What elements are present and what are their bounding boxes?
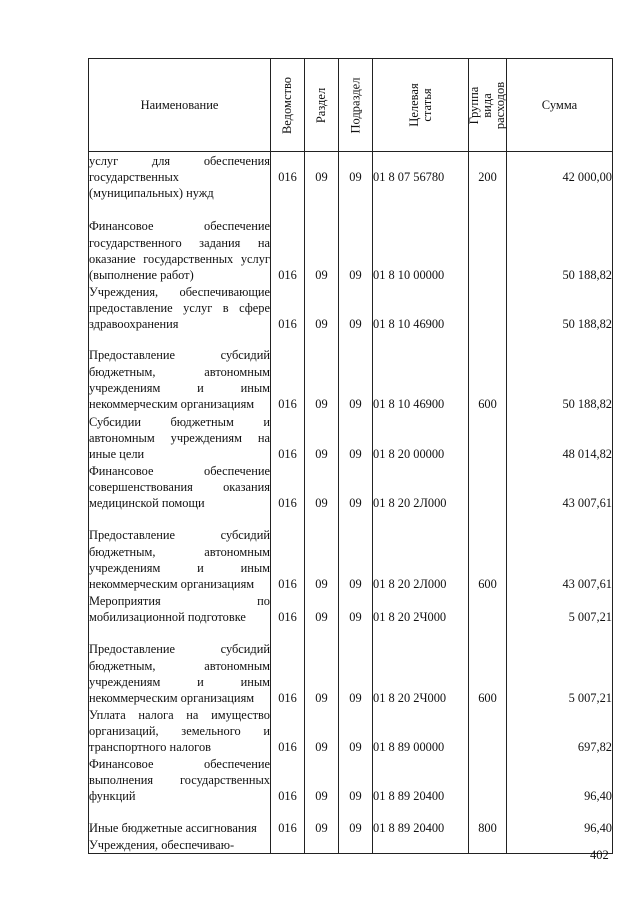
table-row bbox=[89, 626, 613, 707]
row-name: Предоставление субсидий бюджетным, автономным учреждениям и иным некоммерческим организациям bbox=[89, 512, 271, 593]
row-target: 01 8 20 2Л000 bbox=[373, 463, 469, 512]
table-body bbox=[89, 152, 613, 854]
row-section: 09 bbox=[305, 202, 339, 284]
row-subsection: 09 bbox=[339, 756, 373, 805]
row-target bbox=[373, 837, 469, 854]
row-section: 09 bbox=[305, 333, 339, 413]
row-name: услуг для обеспечения государственных (муниципальных) нужд bbox=[89, 152, 271, 202]
header-section: Раздел bbox=[305, 59, 339, 152]
row-target: 01 8 20 2Л000 bbox=[373, 512, 469, 593]
header-target: Целевая статья bbox=[373, 59, 469, 152]
row-target: 01 8 89 20400 bbox=[373, 805, 469, 837]
row-group bbox=[469, 593, 507, 626]
row-section: 09 bbox=[305, 413, 339, 463]
row-name: Уплата налога на имущество организаций, земельного и транспортного налогов bbox=[89, 707, 270, 755]
table-row bbox=[89, 805, 613, 837]
row-name: Предоставление субсидий бюджетным, автономным учреждениям и иным некоммерческим организациям bbox=[89, 626, 271, 707]
row-subsection: 09 bbox=[339, 805, 373, 837]
table-row bbox=[89, 707, 613, 756]
table-row bbox=[89, 152, 613, 202]
table-row bbox=[89, 756, 613, 805]
row-subsection: 09 bbox=[339, 413, 373, 463]
row-group: 200 bbox=[469, 152, 507, 202]
row-sum: 43 007,61 bbox=[507, 512, 613, 593]
page-number: 402 bbox=[590, 848, 609, 862]
row-name: Финансовое обеспечение выполнения государственных функций bbox=[89, 756, 270, 804]
row-section bbox=[305, 837, 339, 854]
row-dept: 016 bbox=[271, 805, 305, 837]
row-sum: 5 007,21 bbox=[507, 626, 613, 707]
table-row bbox=[89, 202, 613, 284]
row-dept: 016 bbox=[271, 593, 305, 626]
row-section: 09 bbox=[305, 756, 339, 805]
row-group bbox=[469, 707, 507, 756]
row-section: 09 bbox=[305, 626, 339, 707]
row-target: 01 8 20 2Ч000 bbox=[373, 626, 469, 707]
row-target: 01 8 89 20400 bbox=[373, 756, 469, 805]
row-dept: 016 bbox=[271, 463, 305, 512]
table-row bbox=[89, 837, 613, 854]
row-dept: 016 bbox=[271, 284, 305, 333]
row-section: 09 bbox=[305, 593, 339, 626]
row-sum: 48 014,82 bbox=[507, 413, 613, 463]
row-name: Учреждения, обеспечиваю- bbox=[89, 837, 271, 854]
row-group: 600 bbox=[469, 333, 507, 413]
header-sum: Сумма bbox=[507, 59, 613, 152]
row-dept bbox=[271, 837, 305, 854]
row-section: 09 bbox=[305, 284, 339, 333]
row-subsection: 09 bbox=[339, 707, 373, 756]
row-dept: 016 bbox=[271, 512, 305, 593]
row-group bbox=[469, 284, 507, 333]
row-target: 01 8 10 46900 bbox=[373, 284, 469, 333]
row-name: Мероприятия по мобилизационной подготовке bbox=[89, 593, 270, 625]
row-sum: 50 188,82 bbox=[507, 333, 613, 413]
row-dept: 016 bbox=[271, 756, 305, 805]
row-section: 09 bbox=[305, 512, 339, 593]
row-target: 01 8 07 56780 bbox=[373, 152, 469, 202]
row-subsection: 09 bbox=[339, 333, 373, 413]
row-group bbox=[469, 202, 507, 284]
row-section: 09 bbox=[305, 707, 339, 756]
header-group: Группа вида расходов bbox=[469, 59, 507, 152]
row-dept: 016 bbox=[271, 152, 305, 202]
row-sum: 43 007,61 bbox=[507, 463, 613, 512]
row-group bbox=[469, 463, 507, 512]
row-subsection: 09 bbox=[339, 512, 373, 593]
row-subsection bbox=[339, 837, 373, 854]
table-row bbox=[89, 593, 613, 626]
row-section: 09 bbox=[305, 463, 339, 512]
table-row bbox=[89, 413, 613, 463]
row-name: Предоставление субсидий бюджетным, автономным учреждениям и иным некоммерческим организациям bbox=[89, 333, 271, 413]
row-subsection: 09 bbox=[339, 284, 373, 333]
row-target: 01 8 10 00000 bbox=[373, 202, 469, 284]
row-subsection: 09 bbox=[339, 593, 373, 626]
row-subsection: 09 bbox=[339, 152, 373, 202]
row-group bbox=[469, 837, 507, 854]
row-sum: 96,40 bbox=[507, 756, 613, 805]
header-dept: Ведомство bbox=[271, 59, 305, 152]
row-sum: 50 188,82 bbox=[507, 284, 613, 333]
row-target: 01 8 20 2Ч000 bbox=[373, 593, 469, 626]
row-dept: 016 bbox=[271, 707, 305, 756]
row-dept: 016 bbox=[271, 333, 305, 413]
row-name: Субсидии бюджетным и автономным учреждениям на иные цели bbox=[89, 413, 271, 463]
row-sum: 42 000,00 bbox=[507, 152, 613, 202]
row-group: 600 bbox=[469, 626, 507, 707]
row-section: 09 bbox=[305, 152, 339, 202]
table-header-row bbox=[89, 59, 613, 152]
row-subsection: 09 bbox=[339, 463, 373, 512]
row-sum: 50 188,82 bbox=[507, 202, 613, 284]
row-subsection: 09 bbox=[339, 626, 373, 707]
row-sum: 5 007,21 bbox=[507, 593, 613, 626]
row-sum: 96,40 bbox=[507, 805, 613, 837]
row-name: Иные бюджетные ассигнования bbox=[89, 805, 271, 837]
row-group bbox=[469, 756, 507, 805]
table-row bbox=[89, 463, 613, 512]
row-name: Финансовое обеспечение совершенствования оказания медицинской помощи bbox=[89, 463, 270, 511]
row-dept: 016 bbox=[271, 413, 305, 463]
row-name: Учреждения, обеспечивающие предоставление услуг в сфере здравоохранения bbox=[89, 284, 270, 332]
row-dept: 016 bbox=[271, 202, 305, 284]
header-name: Наименование bbox=[89, 59, 271, 152]
row-group: 800 bbox=[469, 805, 507, 837]
row-sum: 697,82 bbox=[507, 707, 613, 756]
row-group: 600 bbox=[469, 512, 507, 593]
table-row bbox=[89, 284, 613, 333]
row-dept: 016 bbox=[271, 626, 305, 707]
header-subsection: Подраздел bbox=[339, 59, 373, 152]
row-target: 01 8 10 46900 bbox=[373, 333, 469, 413]
table-row bbox=[89, 333, 613, 413]
row-target: 01 8 20 00000 bbox=[373, 413, 469, 463]
row-subsection: 09 bbox=[339, 202, 373, 284]
row-group bbox=[469, 413, 507, 463]
row-name: Финансовое обеспечение государственного задания на оказание государственных услуг (выполнение работ) bbox=[89, 202, 271, 284]
row-section: 09 bbox=[305, 805, 339, 837]
budget-table bbox=[88, 58, 613, 854]
table-row bbox=[89, 512, 613, 593]
row-target: 01 8 89 00000 bbox=[373, 707, 469, 756]
